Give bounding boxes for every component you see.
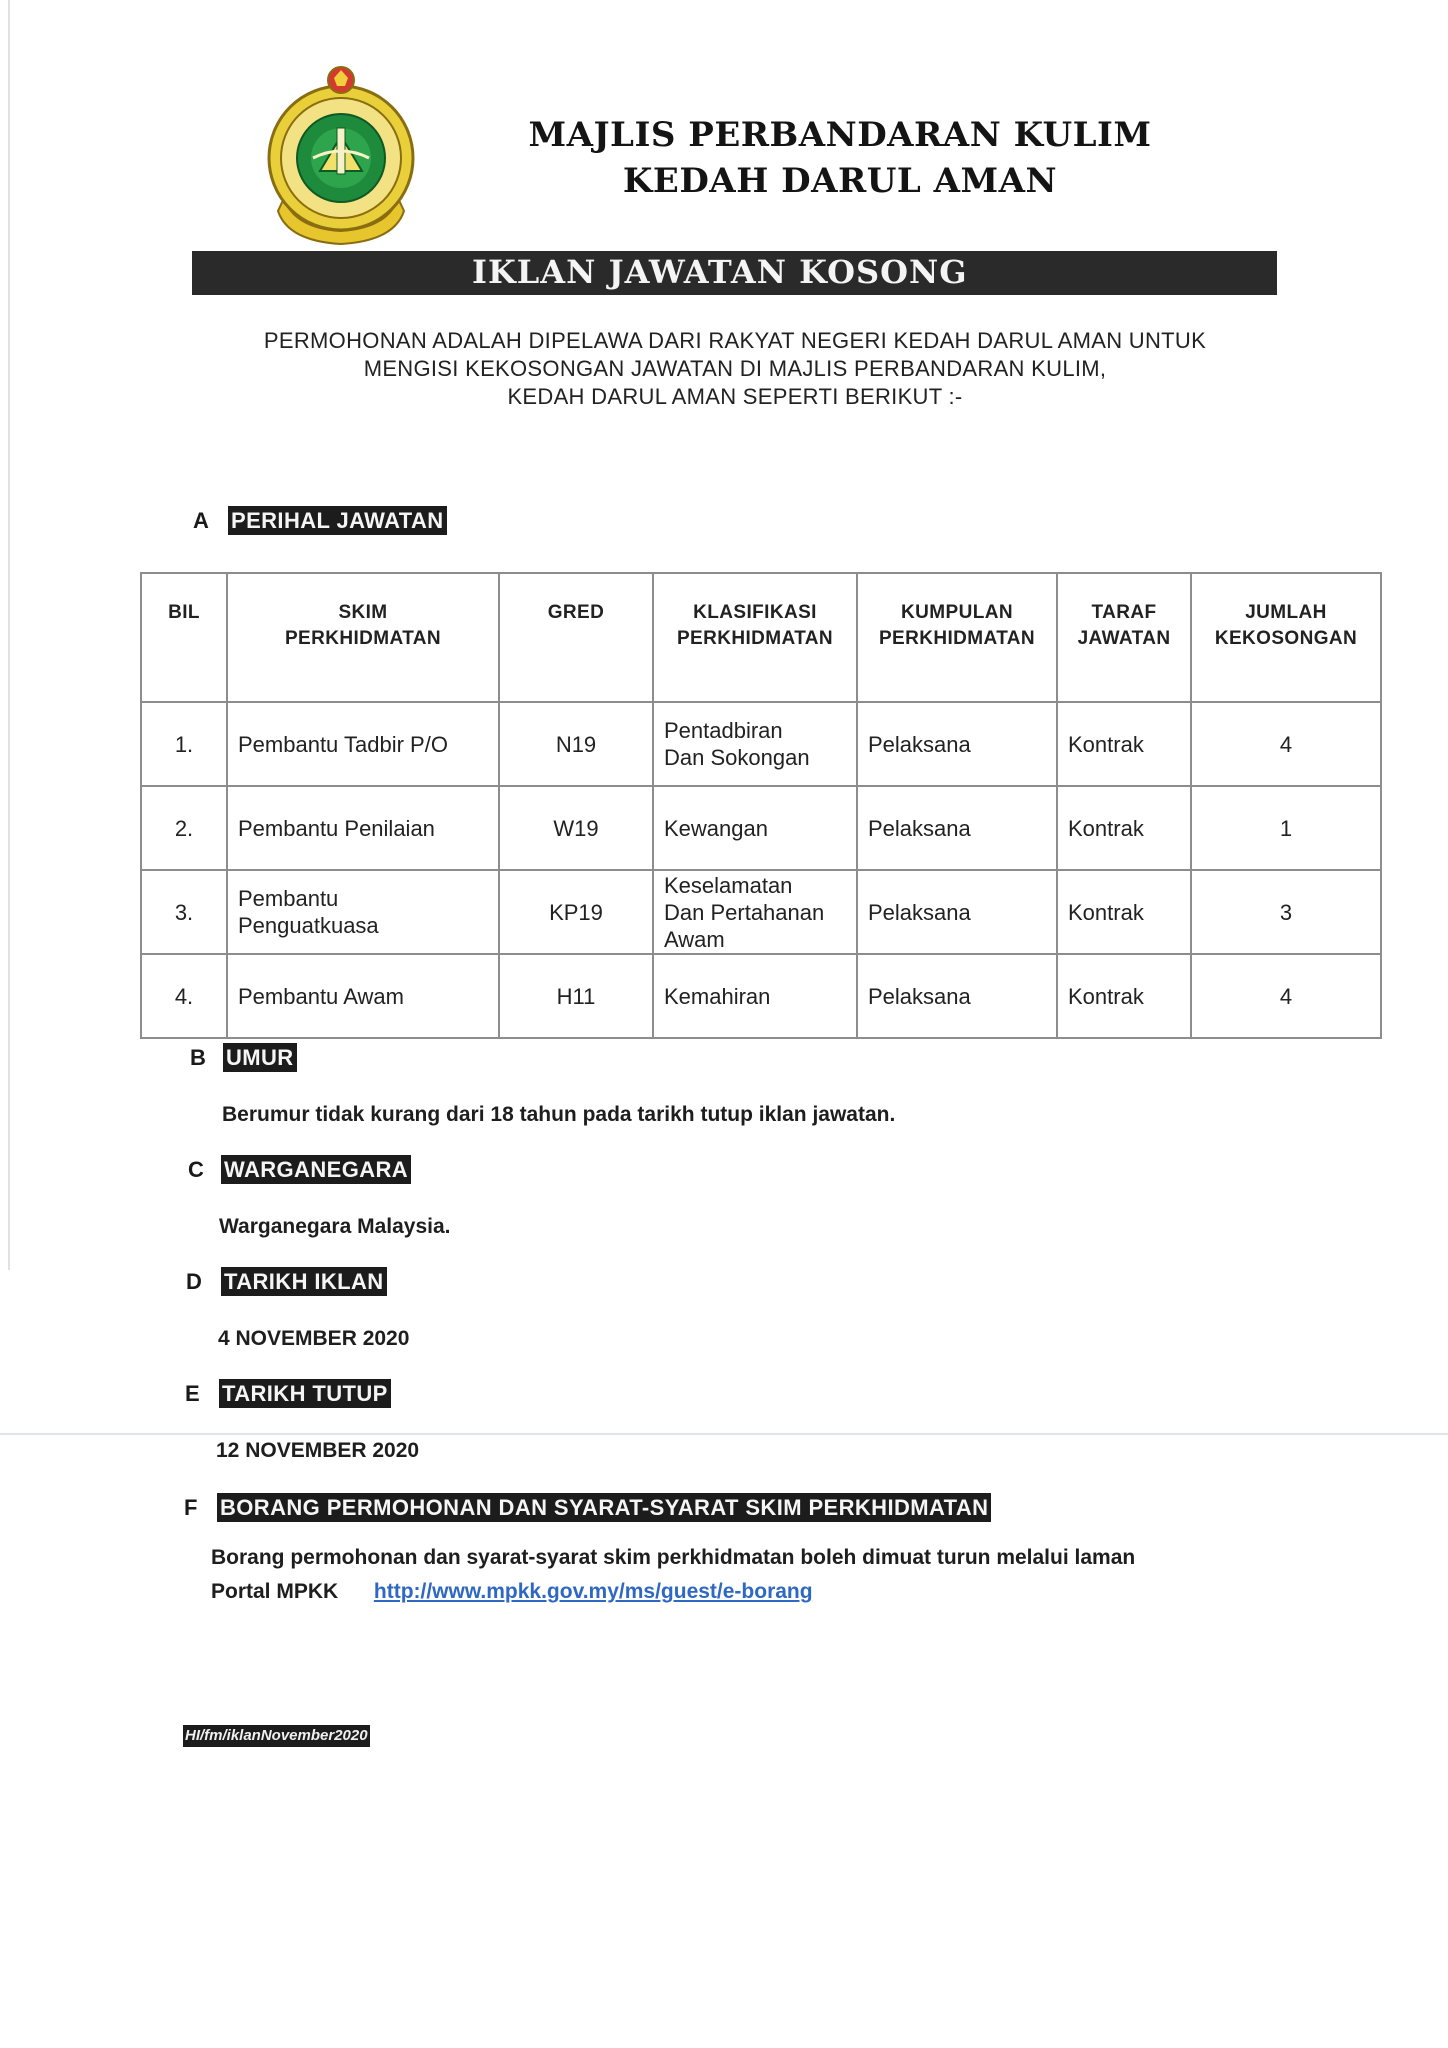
section-e-letter: E (185, 1381, 200, 1406)
banner (192, 251, 1277, 295)
portal-label: Portal MPKK (211, 1580, 339, 1603)
cell-gred: H11 (499, 954, 653, 1038)
cell-bil: 2. (141, 786, 227, 870)
section-b-title: UMUR (223, 1043, 297, 1072)
col-header-jumlah: JUMLAH KEKOSONGAN (1191, 573, 1381, 702)
table-row (141, 702, 1381, 786)
document-reference: HI/fm/iklanNovember2020 (183, 1725, 370, 1747)
cell-jumlah: 4 (1191, 954, 1381, 1038)
table-header-row (141, 573, 1381, 702)
intro-paragraph (160, 327, 1310, 411)
section-f-body (211, 1541, 1135, 1609)
banner-title: IKLAN JAWATAN KOSONG (472, 253, 968, 291)
cell-skim: Pembantu Penilaian (227, 786, 499, 870)
cell-jumlah: 1 (1191, 786, 1381, 870)
cell-gred: W19 (499, 786, 653, 870)
section-c-letter: C (188, 1157, 204, 1182)
cell-jumlah: 3 (1191, 870, 1381, 954)
cell-skim: Pembantu Penguatkuasa (227, 870, 499, 954)
intro-line-2: MENGISI KEKOSONGAN JAWATAN DI MAJLIS PERBANDARAN KULIM, (363, 356, 1107, 381)
col-header-bil: BIL (141, 573, 227, 702)
intro-line-1: PERMOHONAN ADALAH DIPELAWA DARI RAKYAT NEGERI KEDAH DARUL AMAN UNTUK (263, 328, 1207, 353)
cell-taraf: Kontrak (1057, 954, 1191, 1038)
section-b-letter: B (190, 1045, 206, 1070)
section-f-body-line2 (211, 1575, 1135, 1609)
cell-bil: 3. (141, 870, 227, 954)
col-header-taraf: TARAF JAWATAN (1057, 573, 1191, 702)
col-header-kumpulan: KUMPULAN PERKHIDMATAN (857, 573, 1057, 702)
cell-gred: KP19 (499, 870, 653, 954)
e-borang-link[interactable]: http://www.mpkk.gov.my/ms/guest/e-borang (373, 1580, 813, 1603)
cell-skim: Pembantu Awam (227, 954, 499, 1038)
cell-klasifikasi: Keselamatan Dan Pertahanan Awam (653, 870, 857, 954)
section-e-body: 12 NOVEMBER 2020 (216, 1439, 420, 1462)
positions-table (140, 572, 1382, 1039)
cell-bil: 4. (141, 954, 227, 1038)
col-header-klasifikasi: KLASIFIKASI PERKHIDMATAN (653, 573, 857, 702)
section-d-letter: D (186, 1269, 202, 1294)
section-f-body-line1: Borang permohonan dan syarat-syarat skim perkhidmatan boleh dimuat turun melalui laman (211, 1546, 1136, 1569)
cell-kumpulan: Pelaksana (857, 870, 1057, 954)
cell-gred: N19 (499, 702, 653, 786)
table-row (141, 954, 1381, 1038)
section-e-title: TARIKH TUTUP (219, 1379, 391, 1408)
cell-klasifikasi: Pentadbiran Dan Sokongan (653, 702, 857, 786)
cell-taraf: Kontrak (1057, 702, 1191, 786)
section-d-title: TARIKH IKLAN (221, 1267, 387, 1296)
section-c-body: Warganegara Malaysia. (219, 1215, 451, 1238)
table-row (141, 870, 1381, 954)
council-logo (258, 66, 424, 250)
section-b-body: Berumur tidak kurang dari 18 tahun pada tarikh tutup iklan jawatan. (222, 1103, 896, 1126)
header-title (470, 112, 1210, 204)
cell-jumlah: 4 (1191, 702, 1381, 786)
title-line-2: KEDAH DARUL AMAN (622, 161, 1058, 201)
section-f-letter: F (184, 1495, 198, 1520)
cell-kumpulan: Pelaksana (857, 702, 1057, 786)
section-a-letter: A (193, 508, 209, 533)
intro-line-3: KEDAH DARUL AMAN SEPERTI BERIKUT :- (507, 384, 963, 409)
cell-taraf: Kontrak (1057, 870, 1191, 954)
table-row (141, 786, 1381, 870)
cell-bil: 1. (141, 702, 227, 786)
section-d-body: 4 NOVEMBER 2020 (218, 1327, 410, 1350)
col-header-skim: SKIM PERKHIDMATAN (227, 573, 499, 702)
section-f-title: BORANG PERMOHONAN DAN SYARAT-SYARAT SKIM PERKHIDMATAN (217, 1493, 991, 1522)
section-a-title: PERIHAL JAWATAN (228, 506, 447, 535)
cell-taraf: Kontrak (1057, 786, 1191, 870)
col-header-gred: GRED (499, 573, 653, 702)
section-c-title: WARGANEGARA (221, 1155, 411, 1184)
cell-kumpulan: Pelaksana (857, 954, 1057, 1038)
cell-skim: Pembantu Tadbir P/O (227, 702, 499, 786)
cell-kumpulan: Pelaksana (857, 786, 1057, 870)
cell-klasifikasi: Kemahiran (653, 954, 857, 1038)
cell-klasifikasi: Kewangan (653, 786, 857, 870)
title-line-1: MAJLIS PERBANDARAN KULIM (528, 115, 1152, 155)
scan-edge (8, 0, 10, 1270)
